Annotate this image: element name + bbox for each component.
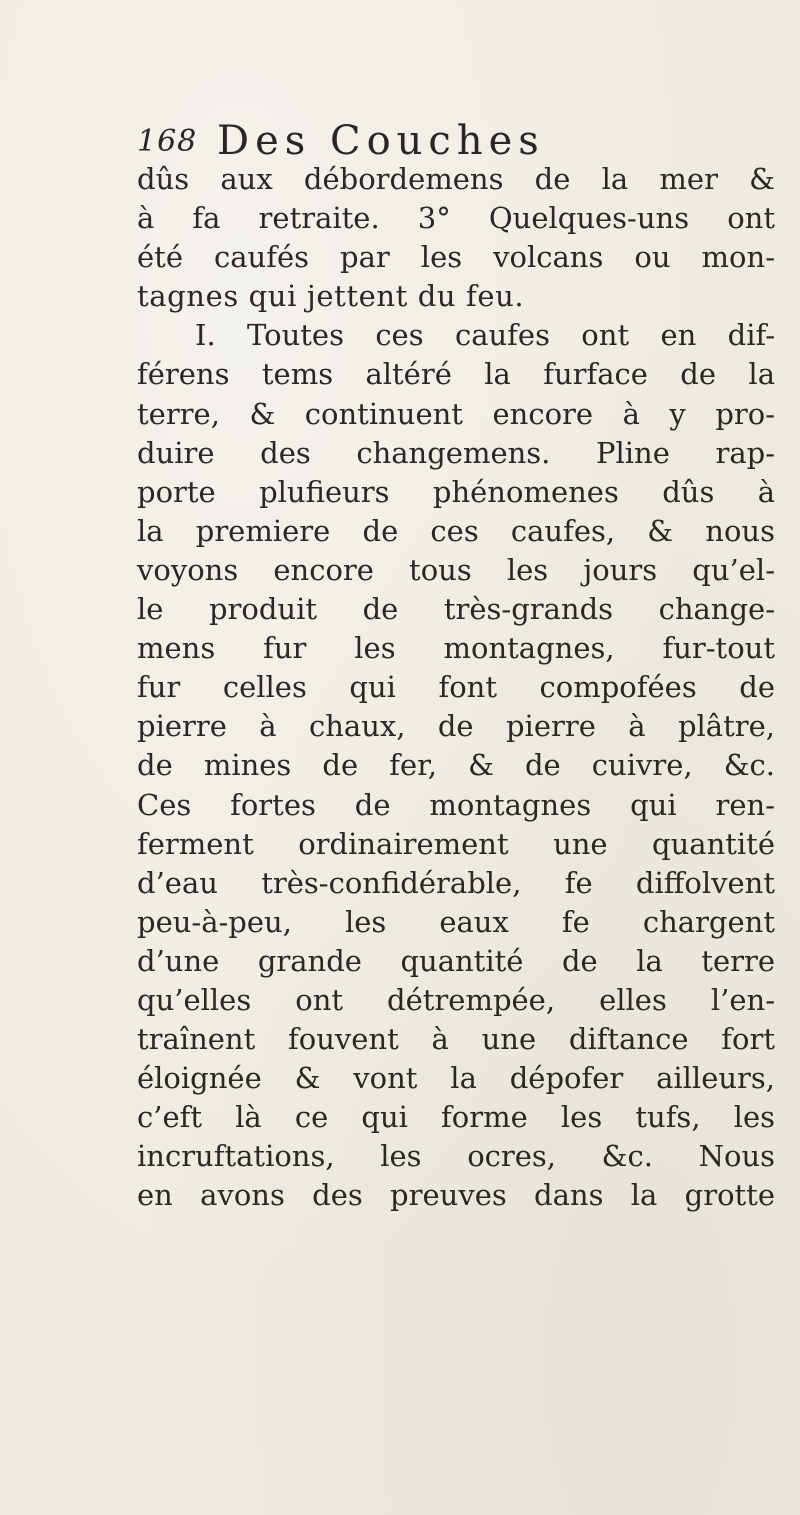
body-text — [137, 160, 775, 1216]
running-head: Des Couches — [217, 118, 545, 164]
text-line: en avons des preuves dans la grotte — [137, 1178, 775, 1213]
text-line: peu-à-peu, les eaux fe chargent — [137, 904, 775, 939]
text-line: terre, & continuent encore à y pro- — [137, 396, 775, 431]
text-line: été caufés par les volcans ou mon- — [137, 240, 775, 275]
text-line: duire des changemens. Pline rap- — [137, 435, 775, 470]
text-line: éloignée & vont la dépofer ailleurs, — [137, 1061, 775, 1096]
text-line: d’une grande quantité de la terre — [137, 943, 775, 978]
text-line: porte plufieurs phénomenes dûs à — [137, 474, 775, 509]
text-line: d’eau très-confidérable, fe diffolvent — [137, 865, 775, 900]
text-line: c’eft là ce qui forme les tufs, les — [137, 1100, 775, 1135]
text-line: pierre à chaux, de pierre à plâtre, — [137, 709, 775, 744]
text-line: voyons encore tous les jours qu’el- — [137, 552, 775, 587]
text-line: tagnes qui jettent du feu. — [137, 279, 525, 314]
paragraph-start-line: I. Toutes ces caufes ont en dif- — [195, 318, 775, 353]
text-line: traînent fouvent à une diftance fort — [137, 1022, 775, 1057]
text-line: férens tems altéré la furface de la — [137, 357, 775, 392]
text-line: mens fur les montagnes, fur-tout — [137, 631, 775, 666]
text-line: qu’elles ont détrempée, elles l’en- — [137, 982, 775, 1017]
text-line: Ces fortes de montagnes qui ren- — [137, 787, 775, 822]
text-line: à fa retraite. 3° Quelques-uns ont — [137, 201, 775, 236]
text-line: de mines de fer, & de cuivre, &c. — [137, 748, 775, 783]
page-number: 168 — [137, 124, 198, 159]
text-line: le produit de très-grands change- — [137, 592, 775, 627]
text-line: la premiere de ces caufes, & nous — [137, 513, 775, 548]
text-line: dûs aux débordemens de la mer & — [137, 162, 775, 196]
text-line: fur celles qui font compofées de — [137, 670, 775, 705]
text-line: incruftations, les ocres, &c. Nous — [137, 1139, 775, 1174]
text-line: ferment ordinairement une quantité — [137, 826, 775, 861]
